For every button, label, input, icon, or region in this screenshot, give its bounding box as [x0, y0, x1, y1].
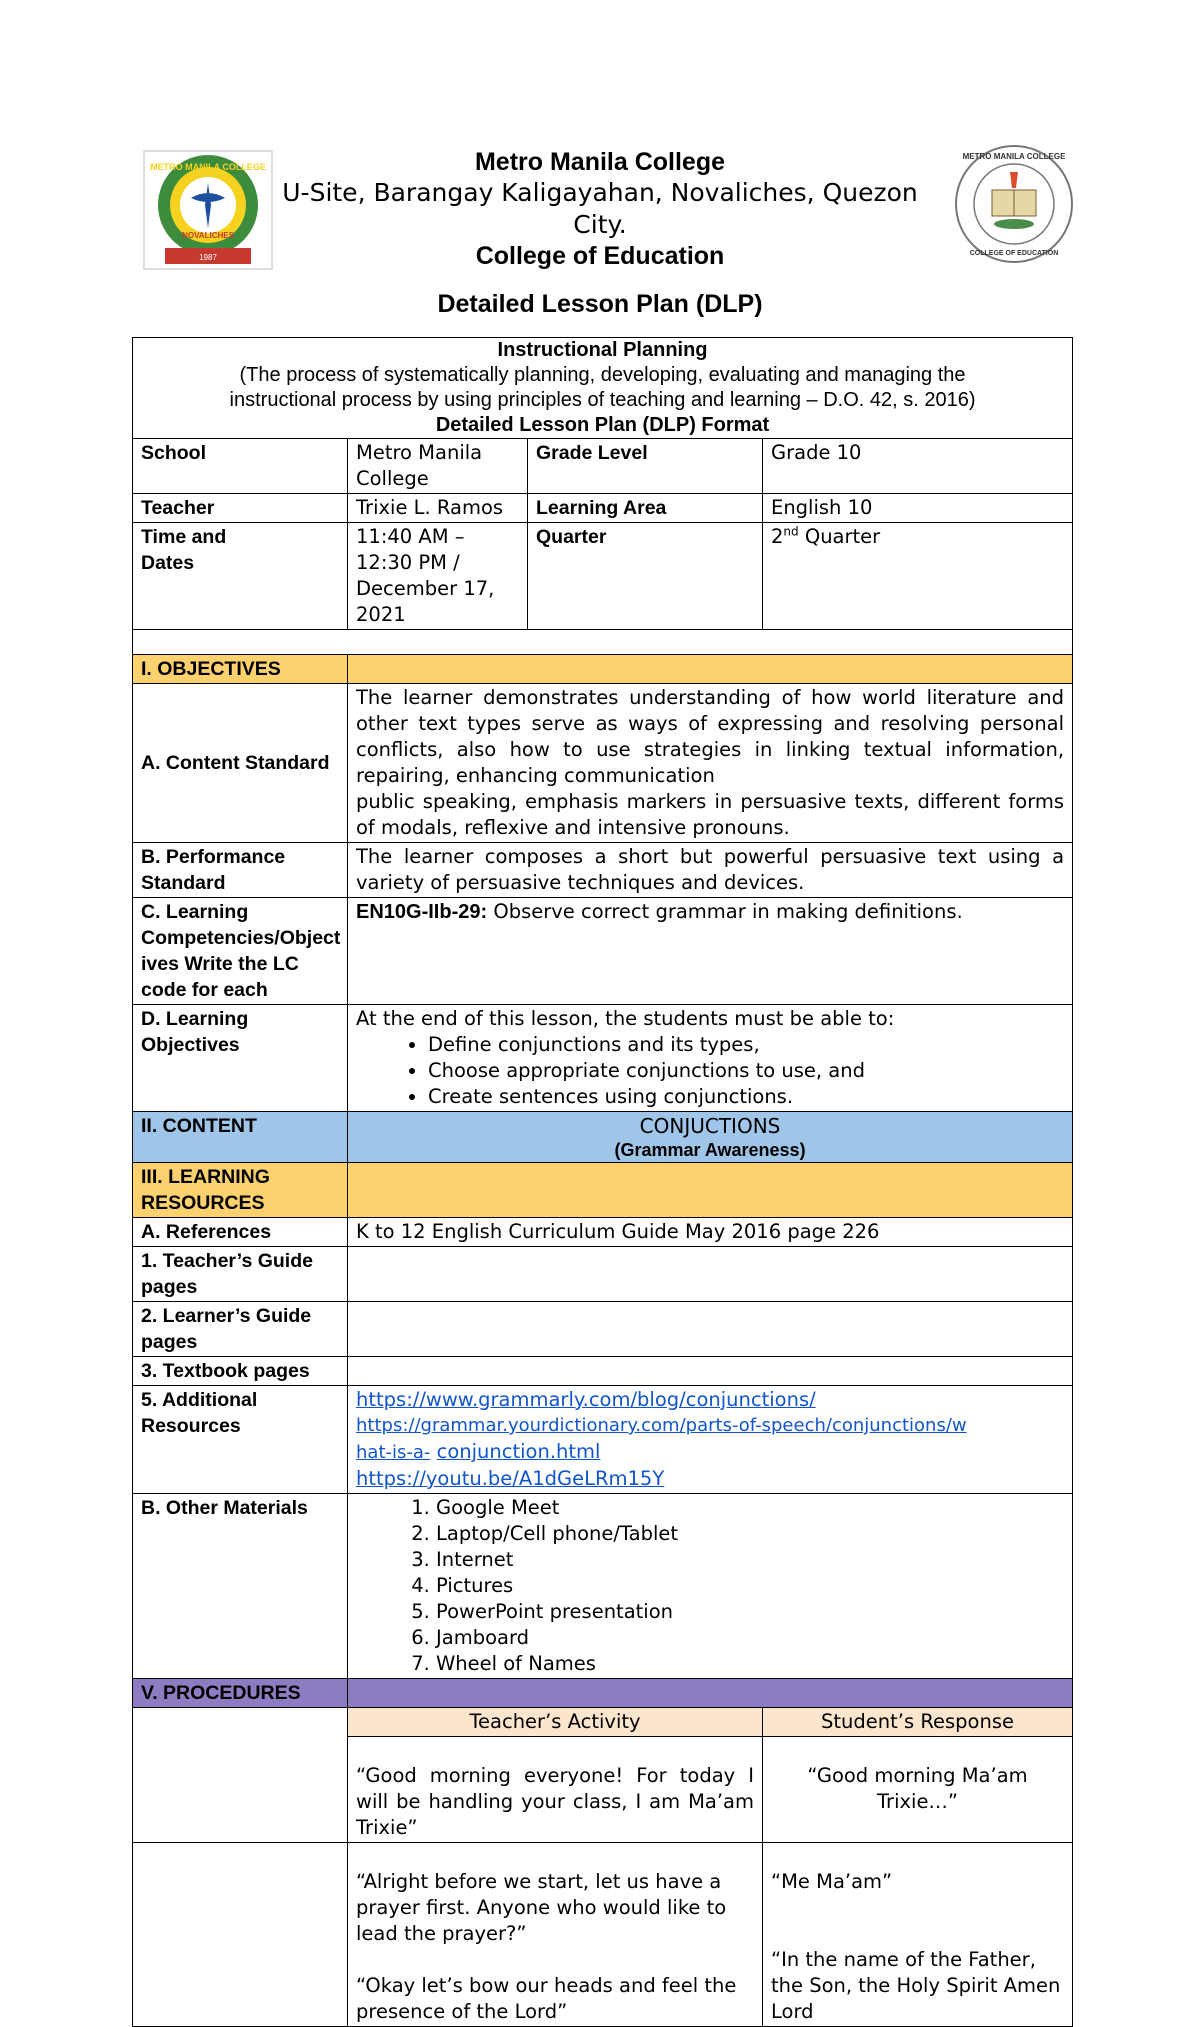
student-response-header: Student’s Response [763, 1708, 1073, 1737]
procedures-left-blank-2 [133, 1843, 348, 2027]
content-subtopic: (Grammar Awareness) [614, 1140, 806, 1160]
logo-left-arc-text: METRO MANILA COLLEGE [150, 162, 266, 172]
student-greeting-response: “Good morning Ma’am Trixie…” [763, 1737, 1073, 1843]
list-item: 6. Jamboard [436, 1625, 1064, 1651]
teachers-guide-label-line-1: 1. Teacher’s Guide [141, 1250, 313, 1272]
resources-heading-line-2: RESOURCES [141, 1192, 265, 1214]
competencies-text [348, 898, 1073, 1005]
teachers-guide-row [133, 1247, 1073, 1302]
content-standard-row [133, 684, 1073, 843]
youtube-link[interactable]: https://youtu.be/A1dGeLRm15Y [356, 1467, 665, 1490]
grade-level-label: Grade Level [528, 439, 763, 494]
address-line-2: City. [573, 210, 627, 239]
teachers-guide-value [348, 1247, 1073, 1302]
teacher-label: Teacher [133, 494, 348, 523]
resources-heading-row [133, 1163, 1073, 1218]
learners-guide-row [133, 1302, 1073, 1357]
competencies-label-line-3: ives Write the LC [141, 953, 299, 975]
objectives-heading-fill [348, 655, 1073, 684]
additional-resources-label [133, 1386, 348, 1494]
textbook-label: 3. Textbook pages [133, 1357, 348, 1386]
additional-resources-links [348, 1386, 1073, 1494]
logo-left-year: 1987 [199, 253, 217, 262]
planning-header-cell [133, 338, 1073, 439]
teacher-prayer-start: “Okay let’s bow our heads and feel the presence of the Lord” [356, 1974, 737, 2023]
resources-heading-line-1: III. LEARNING [141, 1166, 270, 1188]
content-standard-text [348, 684, 1073, 843]
time-label-line-2: Dates [141, 552, 195, 574]
teacher-value: Trixie L. Ramos [348, 494, 528, 523]
time-label-line-1: Time and [141, 526, 227, 548]
performance-standard-row [133, 843, 1073, 898]
learners-guide-label [133, 1302, 348, 1357]
learning-objectives-label [133, 1005, 348, 1112]
time-dates-value [348, 523, 528, 630]
learning-objectives-label-line-1: D. Learning [141, 1008, 249, 1030]
teacher-greeting: “Good morning everyone! For today I will be handling your class, I am Ma’am Trixie” [348, 1737, 763, 1843]
competencies-label-line-2: Competencies/Object [141, 927, 341, 949]
resources-heading-fill [348, 1163, 1073, 1218]
procedures-left-blank-1 [133, 1708, 348, 1843]
list-item: • Define conjunctions and its types, [428, 1032, 1064, 1058]
quarter-label: Quarter [528, 523, 763, 630]
yourdictionary-link-end[interactable]: conjunction.html [436, 1440, 601, 1463]
lesson-plan-table [132, 337, 1073, 2027]
logo-right-top-text: METRO MANILA COLLEGE [962, 152, 1066, 161]
content-standard-paragraph-1: The learner demonstrates understanding of how world literature and other text types serve as ways of expressing and resolving personal conflicts, also how to use strategies in linking textual information, repairing, enhancing communication [356, 686, 1065, 787]
additional-label-line-2: Resources [141, 1415, 241, 1437]
yourdictionary-link-continued[interactable]: hat-is-a- [356, 1442, 431, 1463]
competencies-label [133, 898, 348, 1005]
references-row [133, 1218, 1073, 1247]
list-item: 5. PowerPoint presentation [436, 1599, 1064, 1625]
quarter-number: 2 [771, 525, 784, 548]
planning-title: Instructional Planning [497, 339, 708, 361]
list-item: 1. Google Meet [436, 1495, 1064, 1521]
yourdictionary-link[interactable]: https://grammar.yourdictionary.com/parts-of-speech/conjunctions/w [356, 1415, 967, 1436]
procedure-prayer-row [133, 1843, 1073, 2027]
resources-heading [133, 1163, 348, 1218]
competencies-row [133, 898, 1073, 1005]
college-name: Metro Manila College [474, 148, 726, 176]
learning-area-value: English 10 [763, 494, 1073, 523]
additional-label-line-1: 5. Additional [141, 1389, 258, 1411]
list-item: 2. Laptop/Cell phone/Tablet [436, 1521, 1064, 1547]
teacher-prayer-request: “Alright before we start, let us have a prayer first. Anyone who would like to lead the prayer?” [356, 1870, 727, 1945]
document-title: Detailed Lesson Plan (DLP) [437, 290, 763, 318]
learners-guide-value [348, 1302, 1073, 1357]
performance-standard-text: The learner composes a short but powerful persuasive text using a variety of persuasive techniques and devices. [348, 843, 1073, 898]
address-line-1: U-Site, Barangay Kaligayahan, Novaliches, Quezon [282, 178, 918, 207]
procedures-heading: V. PROCEDURES [133, 1679, 348, 1708]
procedures-heading-row [133, 1679, 1073, 1708]
objectives-heading: I. OBJECTIVES [133, 655, 348, 684]
other-materials-list-cell [348, 1494, 1073, 1679]
school-value: Metro Manila College [348, 439, 528, 494]
list-item: • Choose appropriate conjunctions to use, and [428, 1058, 1064, 1084]
other-materials-label: B. Other Materials [133, 1494, 348, 1679]
logo-left-bottom-text: NOVALICHES [182, 231, 234, 240]
competency-description: Observe correct grammar in making definitions. [487, 900, 963, 923]
content-topic: CONJUCTIONS [639, 1114, 781, 1138]
learning-objectives-content [348, 1005, 1073, 1112]
performance-label-line-1: B. Performance [141, 846, 286, 868]
textbook-row [133, 1357, 1073, 1386]
school-label: School [133, 439, 348, 494]
list-item: 7. Wheel of Names [436, 1651, 1064, 1677]
procedures-heading-fill [348, 1679, 1073, 1708]
teachers-guide-label-line-2: pages [141, 1276, 198, 1298]
list-item: 3. Internet [436, 1547, 1064, 1573]
college-address [0, 177, 1200, 241]
competency-code: EN10G-IIb-29: [356, 901, 488, 923]
time-row [133, 523, 1073, 630]
list-item: 4. Pictures [436, 1573, 1064, 1599]
objectives-heading-row [133, 655, 1073, 684]
logo-right-bottom-text: COLLEGE OF EDUCATION [969, 250, 1059, 257]
content-heading: II. CONTENT [133, 1112, 348, 1163]
planning-description-line-2: instructional process by using principles of teaching and learning – D.O. 42, s. 2016) [229, 389, 976, 411]
student-prayer-text: “In the name of the Father, the Son, the Holy Spirit Amen Lord [771, 1948, 1061, 2023]
learners-guide-label-line-1: 2. Learner’s Guide [141, 1305, 312, 1327]
learning-objectives-label-line-2: Objectives [141, 1034, 240, 1056]
learners-guide-label-line-2: pages [141, 1331, 198, 1353]
references-label: A. References [133, 1218, 348, 1247]
references-text: K to 12 English Curriculum Guide May 2016 page 226 [348, 1218, 1073, 1247]
other-materials-row [133, 1494, 1073, 1679]
spacer-row [133, 630, 1073, 655]
teacher-row [133, 494, 1073, 523]
department-name: College of Education [475, 242, 725, 270]
teacher-activity-header: Teacher’s Activity [348, 1708, 763, 1737]
learning-objectives-row [133, 1005, 1073, 1112]
content-topic-cell [348, 1112, 1073, 1163]
competencies-label-line-1: C. Learning [141, 901, 249, 923]
teacher-prayer [348, 1843, 763, 2027]
content-standard-label: A. Content Standard [133, 684, 348, 843]
materials-list [356, 1495, 1064, 1677]
additional-resources-row [133, 1386, 1073, 1494]
list-item: • Create sentences using conjunctions. [428, 1084, 1064, 1110]
grammarly-link[interactable]: https://www.grammarly.com/blog/conjunctions/ [356, 1388, 816, 1411]
grade-level-value: Grade 10 [763, 439, 1073, 494]
planning-description-line-1: (The process of systematically planning, developing, evaluating and managing the [239, 364, 966, 386]
student-volunteer: “Me Ma’am” [771, 1870, 893, 1893]
learning-objectives-intro: At the end of this lesson, the students must be able to: [356, 1007, 895, 1030]
procedures-columns-row [133, 1708, 1073, 1737]
content-standard-paragraph-2: public speaking, emphasis markers in persuasive texts, different forms of modals, reflexive and intensive pronouns. [356, 790, 1065, 839]
time-dates-label [133, 523, 348, 630]
student-prayer [763, 1843, 1073, 2027]
time-value: 11:40 AM – 12:30 PM / [356, 525, 465, 574]
teachers-guide-label [133, 1247, 348, 1302]
quarter-value [763, 523, 1073, 630]
quarter-word: Quarter [798, 525, 881, 548]
spacer-cell [133, 630, 1073, 655]
textbook-value [348, 1357, 1073, 1386]
quarter-superscript: nd [783, 524, 799, 539]
school-row [133, 439, 1073, 494]
performance-label-line-2: Standard [141, 872, 226, 894]
planning-header-row [133, 338, 1073, 439]
competencies-label-line-4: code for each [141, 979, 268, 1001]
date-value: December 17, 2021 [356, 577, 495, 626]
dlp-format-title: Detailed Lesson Plan (DLP) Format [435, 414, 770, 436]
performance-standard-label [133, 843, 348, 898]
learning-area-label: Learning Area [528, 494, 763, 523]
content-heading-row [133, 1112, 1073, 1163]
learning-objectives-list [356, 1032, 1064, 1110]
